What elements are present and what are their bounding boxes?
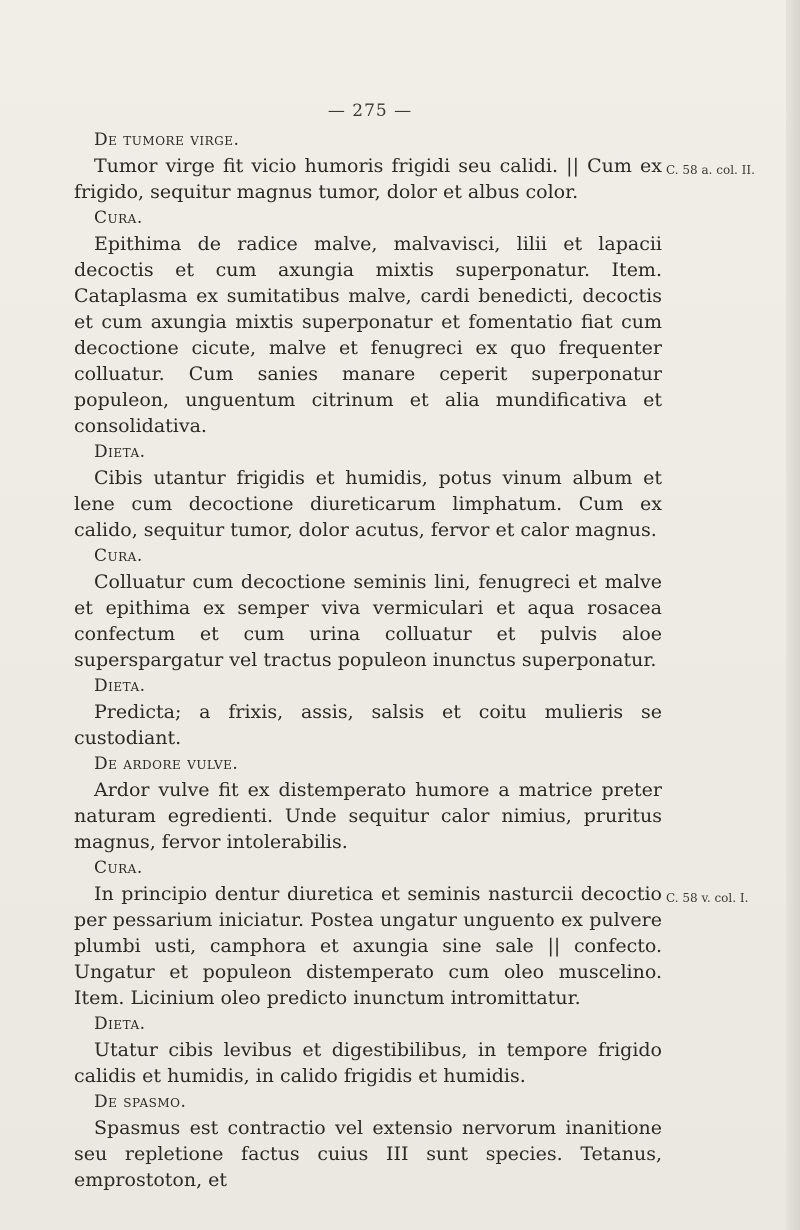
section-heading: Dieta. xyxy=(94,1014,146,1034)
margin-note: C. 58 v. col. I. xyxy=(666,891,749,905)
paragraph: Predicta; a frixis, assis, salsis et coitu mulieris se custodiant. xyxy=(74,701,662,749)
paragraph: Colluatur cum decoctione seminis lini, fenugreci et malve et epithima ex semper viva vermiculari et aqua rosacea confectum et cum urina colluatur et pulvis aloe superspargatur vel tractus populeon inunctus superponatur. xyxy=(74,571,662,671)
paragraph: Tumor virge fit vicio humoris frigidi seu calidi. || Cum ex frigido, sequitur magnus tumor, dolor et albus color. xyxy=(74,155,662,203)
section-heading: Cura. xyxy=(94,546,143,566)
paragraph: Spasmus est contractio vel extensio nervorum inanitione seu repletione factus cuius III sunt species. Tetanus, emprostoton, et xyxy=(74,1117,662,1191)
section-heading: Cura. xyxy=(94,208,143,228)
margin-note: C. 58 a. col. II. xyxy=(666,163,755,177)
section-heading: Dieta. xyxy=(94,676,146,696)
paragraph: Epithima de radice malve, malvavisci, lilii et lapacii decoctis et cum axungia mixtis superponatur. Item. Cataplasma ex sumitatibus malve, cardi benedicti, decoctis et cum axungia mixtis superponatur et fomentatio fiat cum decoctione cicute, malve et fenugreci ex quo frequenter colluatur. Cum sanies manare ceperit superponatur populeon, unguentum citrinum et alia mundificativa et consolidativa. xyxy=(74,233,662,437)
paragraph: Utatur cibis levibus et digestibilibus, in tempore frigido calidis et humidis, in calido frigidis et humidis. xyxy=(74,1039,662,1087)
text-body xyxy=(74,127,662,1193)
page-edge xyxy=(786,0,800,1230)
section-heading: De tumore virge. xyxy=(94,130,240,150)
paragraph: In principio dentur diuretica et seminis nasturcii decoctio per pessarium iniciatur. Postea ungatur unguento ex pulvere plumbi usti, camphora et axungia sine sale || confecto. Ungatur et populeon distemperato cum oleo muscelino. Item. Licinium oleo predicto inunctum intromittatur. xyxy=(74,883,662,1009)
section-heading: Cura. xyxy=(94,858,143,878)
section-heading: Dieta. xyxy=(94,442,146,462)
paragraph: Ardor vulve fit ex distemperato humore a matrice preter naturam egredienti. Unde sequitur calor nimius, pruritus magnus, fervor intolerabilis. xyxy=(74,779,662,853)
paragraph: Cibis utantur frigidis et humidis, potus vinum album et lene cum decoctione diureticarum limphatum. Cum ex calido, sequitur tumor, dolor acutus, fervor et calor magnus. xyxy=(74,467,662,541)
page-number: — 275 — xyxy=(327,101,413,121)
section-heading: De spasmo. xyxy=(94,1092,187,1112)
section-heading: De ardore vulve. xyxy=(94,754,239,774)
